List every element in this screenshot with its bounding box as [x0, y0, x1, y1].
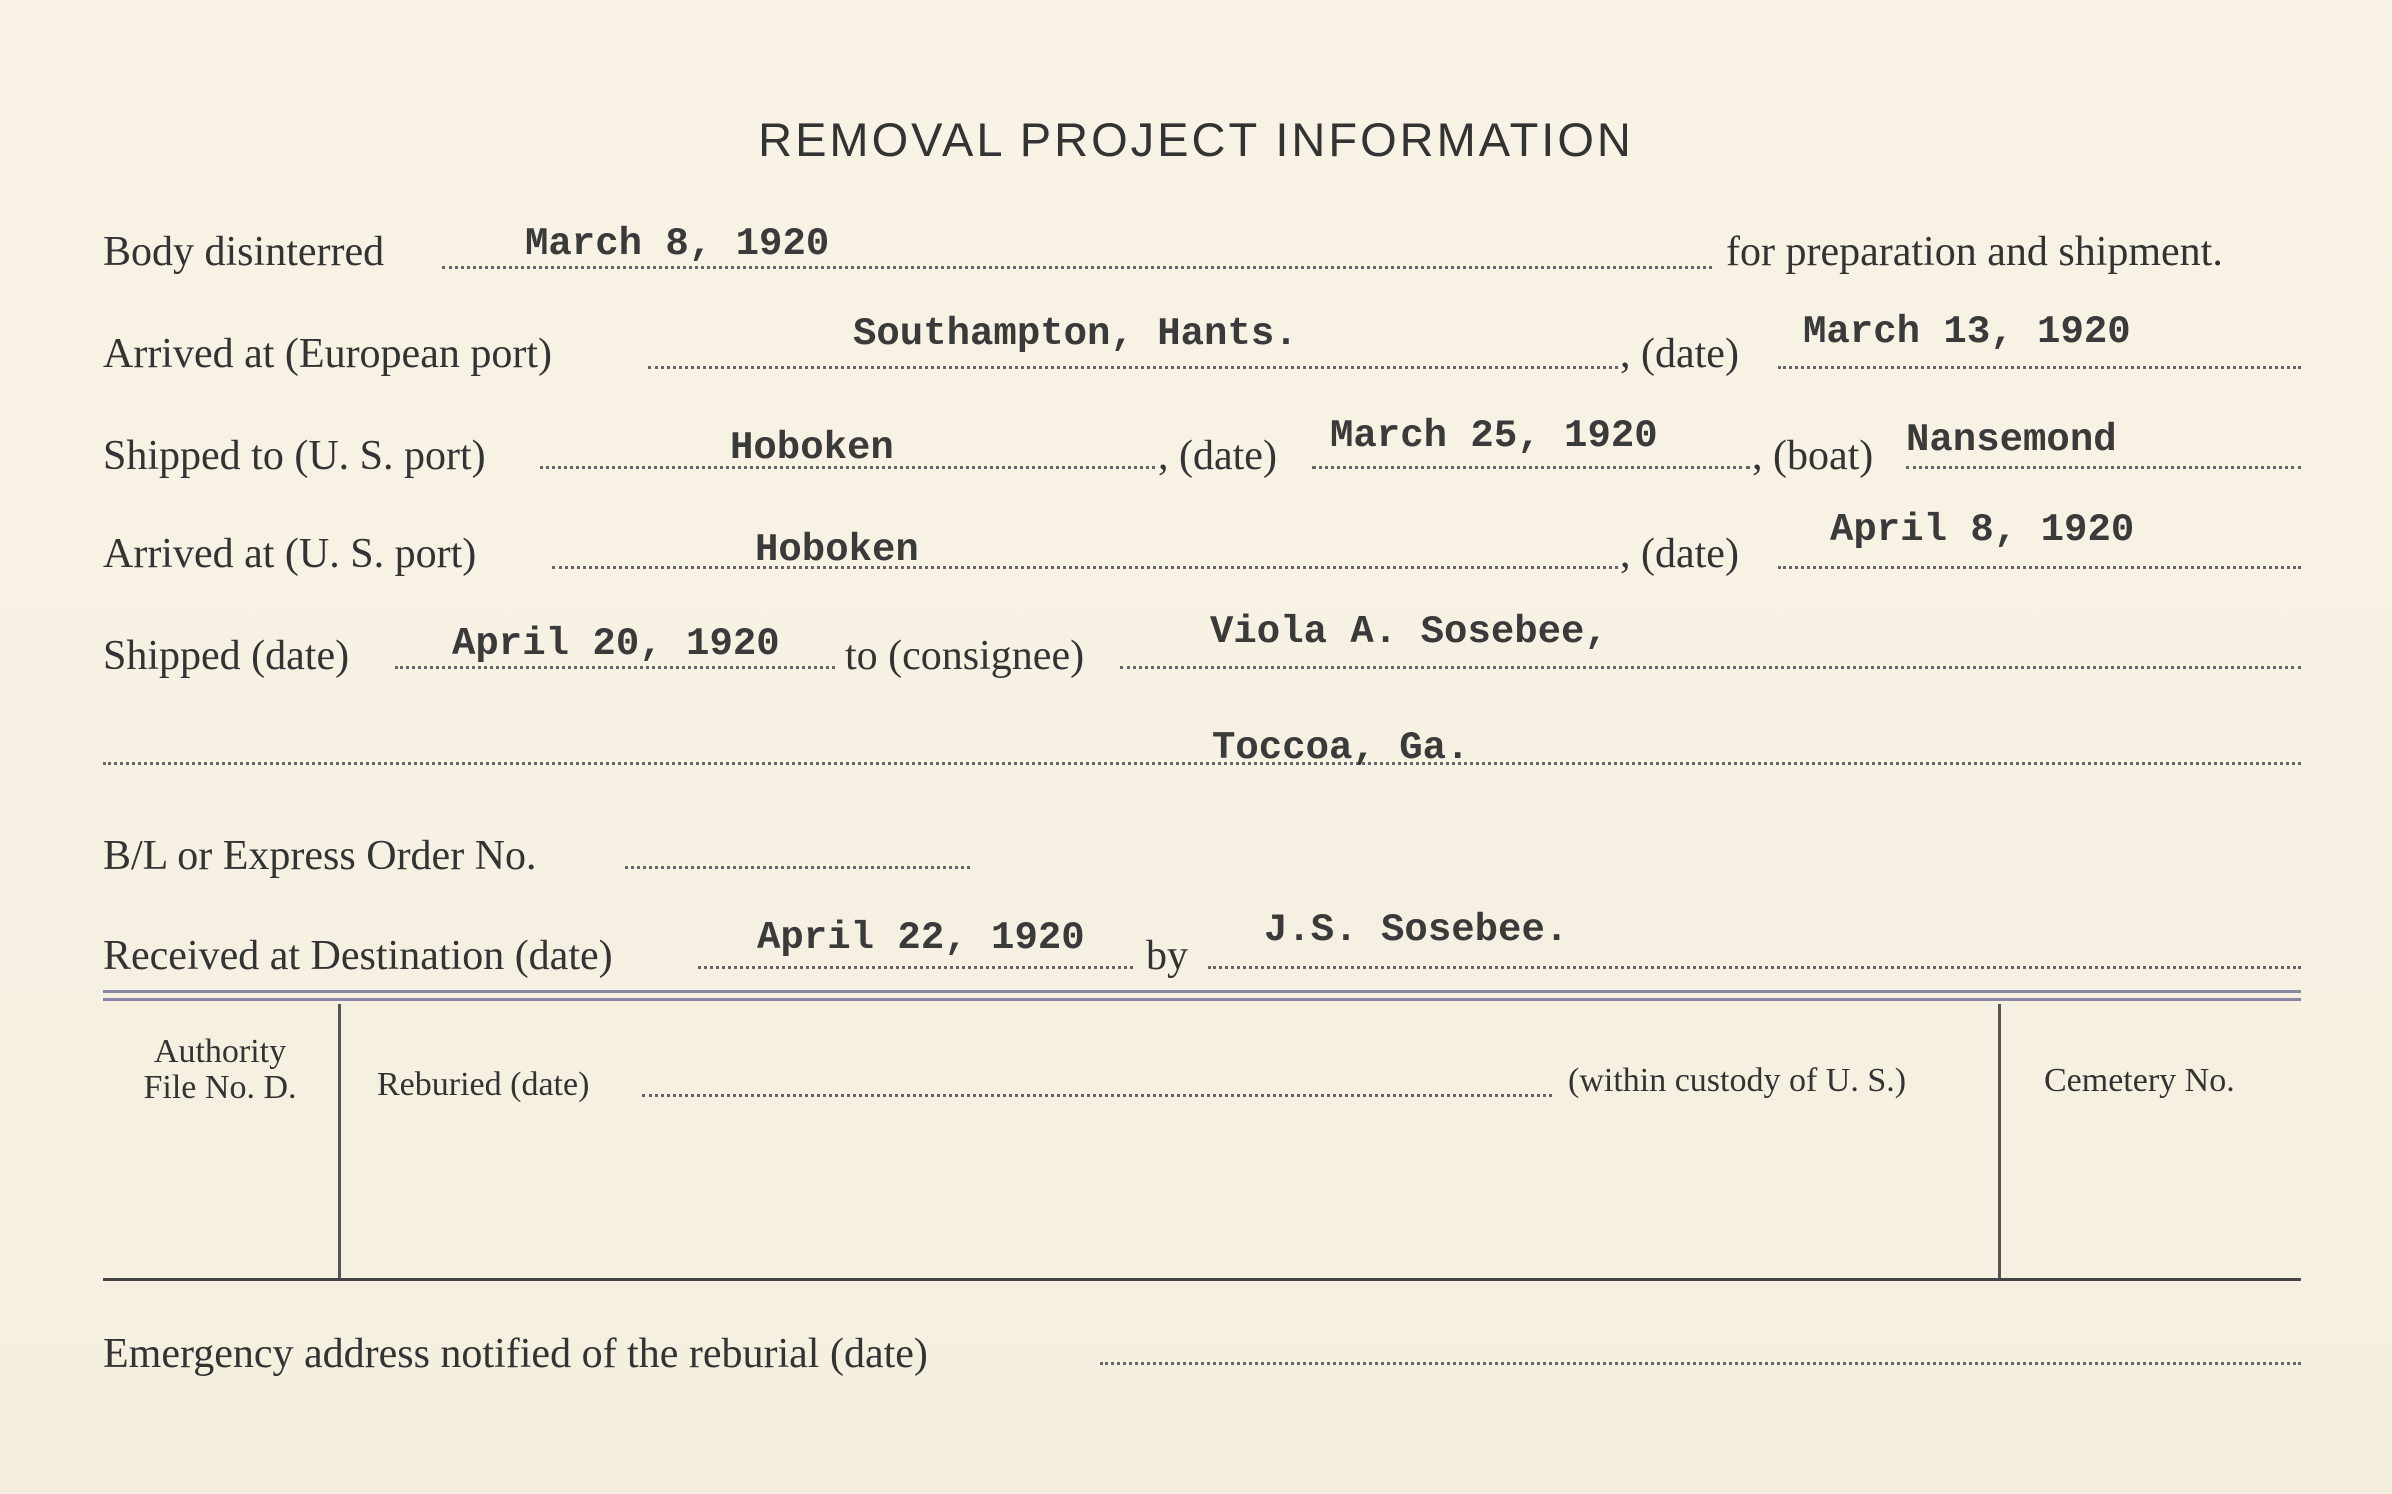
emergency-line	[1100, 1362, 2301, 1365]
bl-label: B/L or Express Order No.	[103, 833, 537, 879]
disinterred-line	[442, 266, 1712, 269]
consignee-address: Toccoa, Ga.	[1212, 726, 1470, 770]
shipped-us-date: March 25, 1920	[1330, 414, 1658, 458]
arrived-europe-date-line	[1778, 366, 2301, 369]
consignee-label: to (consignee)	[845, 633, 1085, 679]
shipped-us-date-line	[1312, 466, 1750, 469]
cemetery-label: Cemetery No.	[2044, 1062, 2235, 1099]
reburied-line	[642, 1094, 1552, 1097]
arrived-us-date: April 8, 1920	[1830, 508, 2135, 552]
authority-cell	[103, 1034, 337, 1106]
table-top-rule	[103, 990, 2301, 993]
consignee-line	[1120, 666, 2301, 669]
arrived-us-date-line	[1778, 566, 2301, 569]
authority-file-label: File No. D.	[143, 1069, 297, 1106]
shipped-us-label: Shipped to (U. S. port)	[103, 433, 486, 479]
arrived-europe-date: March 13, 1920	[1803, 310, 2131, 354]
arrived-us-port: Hoboken	[755, 528, 919, 572]
reburied-label: Reburied (date)	[377, 1066, 590, 1103]
arrived-us-date-label: , (date)	[1620, 531, 1739, 577]
received-label: Received at Destination (date)	[103, 933, 613, 979]
shipped-date: April 20, 1920	[452, 622, 780, 666]
table-divider-left	[338, 1004, 341, 1278]
arrived-europe-port-line	[648, 366, 1618, 369]
page-title: REMOVAL PROJECT INFORMATION	[758, 113, 1634, 166]
shipped-us-boat-line	[1906, 466, 2301, 469]
disinterred-value: March 8, 1920	[525, 222, 830, 266]
received-by-label: by	[1146, 933, 1188, 979]
bl-line	[625, 866, 970, 869]
received-by-line	[1208, 966, 2301, 969]
received-date: April 22, 1920	[757, 916, 1085, 960]
shipped-us-boat: Nansemond	[1906, 418, 2117, 462]
disinterred-label: Body disinterred	[103, 229, 385, 275]
shipped-label: Shipped (date)	[103, 633, 350, 679]
emergency-label: Emergency address notified of the reburial (date)	[103, 1331, 928, 1377]
arrived-us-port-line	[552, 566, 1618, 569]
arrived-europe-port: Southampton, Hants.	[853, 312, 1298, 356]
disinterred-suffix: for preparation and shipment.	[1726, 229, 2223, 275]
received-date-line	[698, 966, 1133, 969]
shipped-us-date-label: , (date)	[1158, 433, 1277, 479]
shipped-us-port: Hoboken	[730, 426, 894, 470]
table-bottom-rule	[103, 1278, 2301, 1281]
custody-label: (within custody of U. S.)	[1568, 1062, 1907, 1099]
arrived-europe-date-label: , (date)	[1620, 331, 1739, 377]
shipped-date-line	[395, 666, 835, 669]
consignee-name: Viola A. Sosebee,	[1210, 610, 1608, 654]
received-by: J.S. Sosebee.	[1264, 908, 1569, 952]
address-line	[103, 762, 2301, 765]
authority-label: Authority	[153, 1033, 287, 1070]
table-divider-right	[1998, 1004, 2001, 1278]
arrived-us-label: Arrived at (U. S. port)	[103, 531, 477, 577]
shipped-us-boat-label: , (boat)	[1752, 433, 1874, 479]
table-top-rule-inner	[103, 998, 2301, 1001]
arrived-europe-label: Arrived at (European port)	[103, 331, 552, 377]
